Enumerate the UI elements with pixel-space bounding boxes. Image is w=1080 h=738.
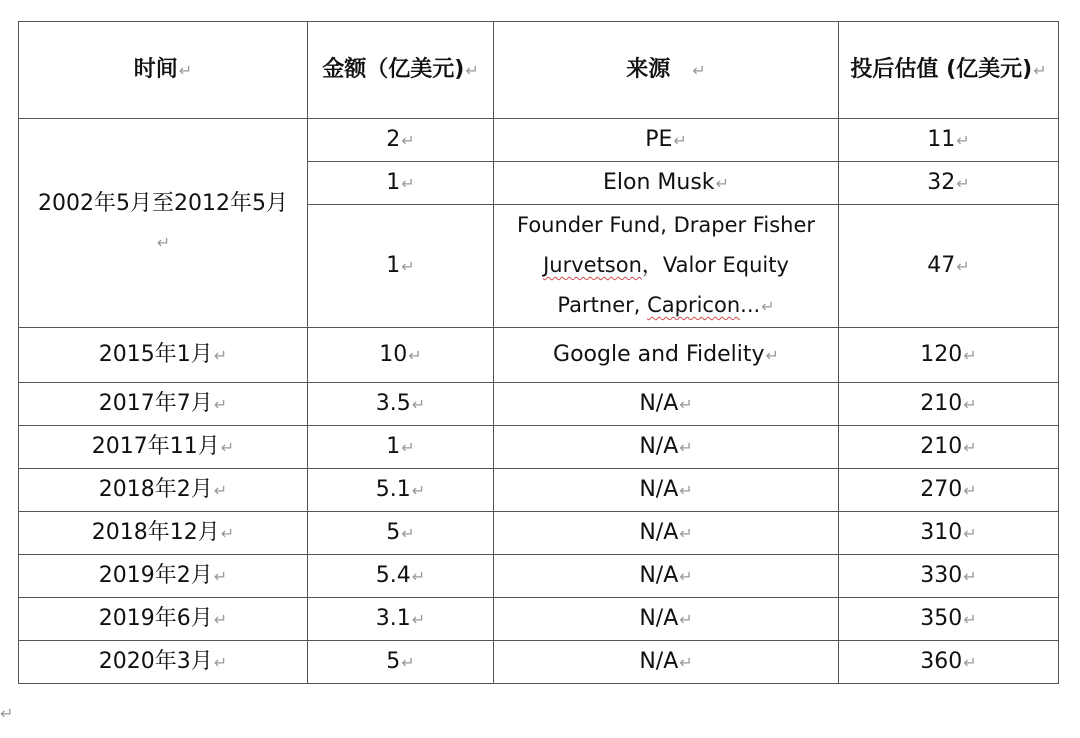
- amount-cell: 5.4↵: [308, 555, 494, 598]
- paragraph-mark-icon: ↵: [679, 566, 693, 586]
- paragraph-mark-icon: ↵: [673, 130, 687, 150]
- time-cell: 2018年12月↵: [19, 512, 308, 555]
- paragraph-mark-icon: ↵: [401, 437, 415, 457]
- header-source: 来源 ↵: [494, 22, 839, 119]
- paragraph-mark-icon: ↵: [213, 345, 228, 365]
- amount-cell: 5.1↵: [308, 469, 494, 512]
- paragraph-mark-icon: ↵: [411, 480, 426, 500]
- paragraph-mark-icon: ↵: [679, 652, 693, 672]
- source-cell: Google and Fidelity↵: [494, 328, 839, 383]
- funding-table: [18, 21, 1059, 684]
- valuation-cell: 210↵: [839, 383, 1059, 426]
- source-line: Founder Fund, Draper Fisher: [516, 213, 815, 237]
- paragraph-mark-icon: ↵: [963, 523, 977, 543]
- table-row: [19, 555, 1059, 598]
- time-cell: 2018年2月↵: [19, 469, 308, 512]
- paragraph-mark-icon: ↵: [213, 609, 228, 629]
- paragraph-mark-icon: ↵: [679, 394, 693, 414]
- table-row: [19, 641, 1059, 684]
- time-cell: 2017年11月↵: [19, 426, 308, 469]
- header-time: 时间↵: [19, 22, 308, 119]
- paragraph-mark-icon: ↵: [0, 704, 14, 723]
- paragraph-mark-icon: ↵: [156, 232, 171, 252]
- amount-cell: 5↵: [308, 512, 494, 555]
- source-cell: Elon Musk↵: [494, 162, 839, 205]
- amount-cell: 1↵: [308, 205, 494, 328]
- paragraph-mark-icon: ↵: [761, 297, 775, 316]
- paragraph-mark-icon: ↵: [401, 652, 415, 672]
- paragraph-mark-icon: ↵: [765, 345, 779, 365]
- table-row: [19, 598, 1059, 641]
- paragraph-mark-icon: ↵: [679, 437, 693, 457]
- source-cell: N/A↵: [494, 555, 839, 598]
- paragraph-mark-icon: ↵: [411, 566, 426, 586]
- valuation-cell: 32↵: [839, 162, 1059, 205]
- source-cell: N/A↵: [494, 383, 839, 426]
- source-cell: N/A↵: [494, 426, 839, 469]
- source-cell: PE↵: [494, 119, 839, 162]
- valuation-cell: 120↵: [839, 328, 1059, 383]
- paragraph-mark-icon: ↵: [956, 130, 970, 150]
- amount-cell: 3.1↵: [308, 598, 494, 641]
- source-line: Jurvetson，Valor Equity: [543, 253, 789, 277]
- time-cell: 2017年7月↵: [19, 383, 308, 426]
- paragraph-mark-icon: ↵: [401, 173, 415, 193]
- paragraph-mark-icon: ↵: [213, 394, 228, 414]
- paragraph-mark-icon: ↵: [178, 60, 193, 80]
- paragraph-mark-icon: ↵: [963, 609, 977, 629]
- amount-cell: 10↵: [308, 328, 494, 383]
- paragraph-mark-icon: ↵: [963, 437, 977, 457]
- paragraph-mark-icon: ↵: [411, 609, 426, 629]
- source-cell: [494, 205, 839, 328]
- table-row: [19, 512, 1059, 555]
- amount-cell: 2↵: [308, 119, 494, 162]
- header-row: [19, 22, 1059, 119]
- table-row: [19, 426, 1059, 469]
- valuation-cell: 270↵: [839, 469, 1059, 512]
- valuation-cell: 210↵: [839, 426, 1059, 469]
- valuation-cell: 360↵: [839, 641, 1059, 684]
- paragraph-mark-icon: ↵: [220, 523, 235, 543]
- amount-cell: 3.5↵: [308, 383, 494, 426]
- paragraph-mark-icon: ↵: [956, 173, 970, 193]
- paragraph-mark-icon: ↵: [401, 130, 415, 150]
- table-row: [19, 383, 1059, 426]
- valuation-cell: 310↵: [839, 512, 1059, 555]
- amount-cell: 1↵: [308, 426, 494, 469]
- valuation-cell: 11↵: [839, 119, 1059, 162]
- amount-cell: 1↵: [308, 162, 494, 205]
- time-cell: 2020年3月↵: [19, 641, 308, 684]
- time-cell: 2019年2月↵: [19, 555, 308, 598]
- paragraph-mark-icon: ↵: [408, 345, 422, 365]
- paragraph-mark-icon: ↵: [401, 523, 415, 543]
- source-cell: N/A↵: [494, 469, 839, 512]
- table-row: [19, 119, 1059, 162]
- valuation-cell: 330↵: [839, 555, 1059, 598]
- paragraph-mark-icon: ↵: [956, 256, 970, 276]
- paragraph-mark-icon: ↵: [692, 60, 706, 80]
- paragraph-mark-icon: ↵: [963, 566, 977, 586]
- header-valuation: 投后估值 (亿美元)↵: [839, 22, 1059, 119]
- table-row: [19, 469, 1059, 512]
- paragraph-mark-icon: ↵: [411, 394, 426, 414]
- paragraph-mark-icon: ↵: [220, 437, 235, 457]
- paragraph-mark-icon: ↵: [963, 652, 977, 672]
- paragraph-mark-icon: ↵: [465, 60, 479, 80]
- paragraph-mark-icon: ↵: [963, 394, 977, 414]
- valuation-cell: 350↵: [839, 598, 1059, 641]
- valuation-cell: 47↵: [839, 205, 1059, 328]
- paragraph-mark-icon: ↵: [213, 652, 228, 672]
- source-cell: N/A↵: [494, 512, 839, 555]
- time-cell: 2019年6月↵: [19, 598, 308, 641]
- period-cell: 2002年5月至2012年5月↵: [19, 119, 308, 328]
- paragraph-mark-icon: ↵: [213, 566, 228, 586]
- source-cell: N/A↵: [494, 598, 839, 641]
- paragraph-mark-icon: ↵: [963, 345, 977, 365]
- source-line: Partner, Capricon...↵: [557, 293, 775, 317]
- paragraph-mark-icon: ↵: [679, 523, 693, 543]
- paragraph-mark-icon: ↵: [963, 480, 977, 500]
- paragraph-mark-icon: ↵: [401, 256, 415, 276]
- header-amount: 金额（亿美元)↵: [308, 22, 494, 119]
- paragraph-mark-icon: ↵: [679, 480, 693, 500]
- source-cell: N/A↵: [494, 641, 839, 684]
- paragraph-mark-icon: ↵: [213, 480, 228, 500]
- time-cell: 2015年1月↵: [19, 328, 308, 383]
- amount-cell: 5↵: [308, 641, 494, 684]
- paragraph-mark-icon: ↵: [679, 609, 693, 629]
- paragraph-mark-icon: ↵: [715, 173, 729, 193]
- paragraph-mark-icon: ↵: [1033, 60, 1047, 80]
- table-row: [19, 328, 1059, 383]
